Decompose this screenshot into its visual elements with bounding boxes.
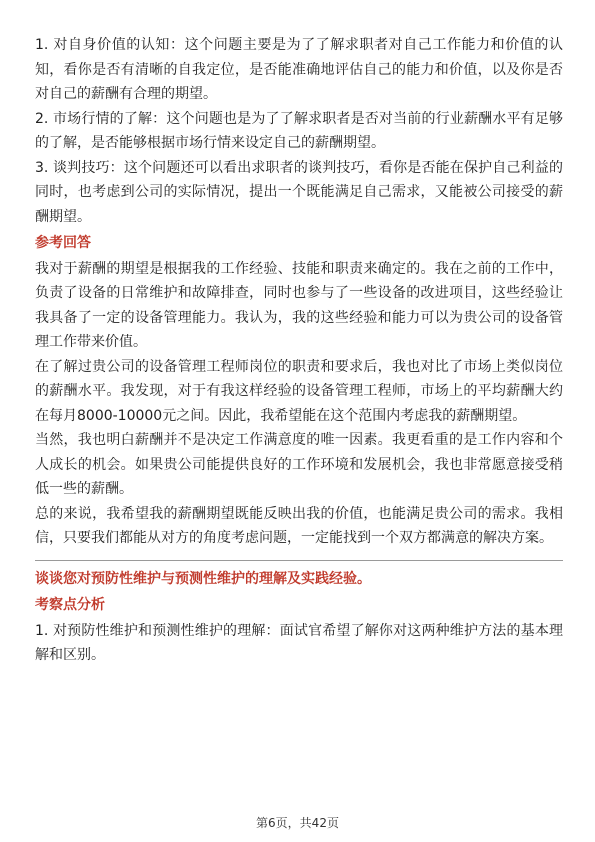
analysis-item: 2. 市场行情的了解：这个问题也是为了了解求职者是否对当前的行业薪酬水平有足够的了解，是否能够根据市场行情来设定自己的薪酬期望。 bbox=[35, 110, 563, 151]
answer-paragraph: 在了解过贵公司的设备管理工程师岗位的职责和要求后，我也对比了市场上类似岗位的薪酬水平。我发现，对于有我这样经验的设备管理工程师，市场上的平均薪酬大约在每月8000-10000元之间。因此，我希望能在这个范围内考虑我的薪酬期望。 bbox=[35, 358, 563, 424]
answer-paragraph: 总的来说，我希望我的薪酬期望既能反映出我的价值，也能满足贵公司的需求。我相信，只要我们都能从对方的角度考虑问题，一定能找到一个双方都满意的解决方案。 bbox=[35, 505, 563, 546]
question-title: 谈谈您对预防性维护与预测性维护的理解及实践经验。 bbox=[35, 570, 371, 587]
answer-paragraph: 当然，我也明白薪酬并不是决定工作满意度的唯一因素。我更看重的是工作内容和个人成长的机会。如果贵公司能提供良好的工作环境和发展机会，我也非常愿意接受稍低一些的薪酬。 bbox=[35, 432, 563, 497]
analysis-heading: 考察点分析 bbox=[35, 597, 105, 613]
answer-paragraph: 我对于薪酬的期望是根据我的工作经验、技能和职责来确定的。我在之前的工作中，负责了设备的日常维护和故障排查，同时也参与了一些设备的改进项目，这些经验让我具备了一定的设备管理能力。我认为，我的这些经验和能力可以为贵公司的设备管理工作带来价值。 bbox=[35, 260, 563, 350]
section-divider bbox=[35, 560, 563, 561]
analysis-item: 1. 对自身价值的认知：这个问题主要是为了了解求职者对自己工作能力和价值的认知，看你是否有清晰的自我定位，是否能准确地评估自己的能力和价值，以及你是否对自己的薪酬有合理的期望。 bbox=[35, 37, 563, 102]
answer-heading: 参考回答 bbox=[35, 235, 91, 251]
analysis-item: 1. 对预防性维护和预测性维护的理解：面试官希望了解你对这两种维护方法的基本理解和区别。 bbox=[35, 622, 563, 663]
analysis-item: 3. 谈判技巧：这个问题还可以看出求职者的谈判技巧，看你是否能在保护自己利益的同时，也考虑到公司的实际情况，提出一个既能满足自己需求，又能被公司接受的薪酬期望。 bbox=[35, 159, 563, 225]
page-content bbox=[35, 33, 563, 668]
page-number: 第6页，共42页 bbox=[256, 816, 339, 830]
